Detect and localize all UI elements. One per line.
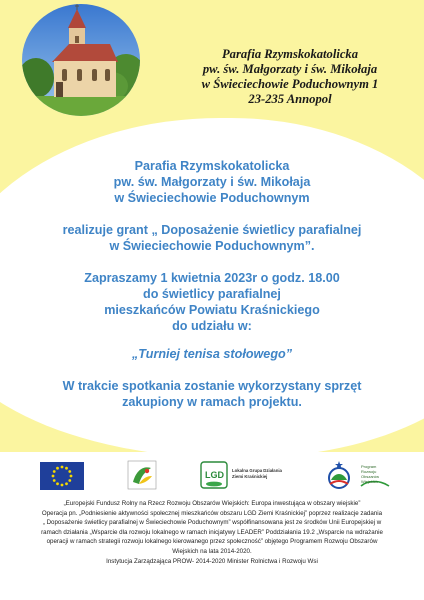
event-title-text: „Turniej tenisa stołowego” bbox=[131, 347, 292, 361]
footer-line: „Europejski Fundusz Rolny na Rzecz Rozwoju Obszarów Wiejskich: Europa inwestująca w obszary wiejskie” bbox=[63, 500, 361, 507]
organizer-line: pw. św. Małgorzaty i św. Mikołaja bbox=[113, 175, 311, 189]
lgd-ziemi-krasnickiej-logo bbox=[200, 458, 292, 492]
header-line: 23-235 Annopol bbox=[248, 92, 332, 106]
footer-line: ramach działania „Wsparcie dla rozwoju lokalnego w ramach inicjatywy LEADER” Poddziałania 19.2 „Wsparcie na wdrażanie bbox=[41, 528, 383, 536]
footer-line: Wiejskich na lata 2014-2020. bbox=[172, 547, 252, 555]
prow-text-line1: Program bbox=[361, 464, 377, 469]
footer-line: Operacja pn. „Podniesienie aktywności społecznej mieszkańców obszaru LGD Ziemi Kraśnickiej” poprzez realizacje zadania bbox=[41, 509, 383, 517]
prow-text-line4: Wiejskich bbox=[361, 479, 378, 484]
funding-footer bbox=[16, 499, 408, 566]
invite-line: Zapraszamy 1 kwietnia 2023r o godz. 18.00 bbox=[84, 271, 340, 285]
prow-logo-text bbox=[358, 460, 392, 494]
equipment-line: W trakcie spotkania zostanie wykorzystany sprzęt bbox=[62, 379, 362, 393]
eu-flag-logo bbox=[40, 462, 84, 490]
lgd-monogram-icon: LGD bbox=[205, 470, 224, 480]
organizer-line: Parafia Rzymskokatolicka bbox=[134, 159, 290, 173]
equipment-block bbox=[0, 378, 424, 410]
prow-text-line2: Rozwoju bbox=[361, 469, 377, 474]
footer-line: operacji w ramach strategii rozwoju lokalnego kierowanego przez społeczność” objętego Programem Rozwoju Obszarów bbox=[46, 538, 378, 546]
equipment-line: zakupiony w ramach projektu. bbox=[122, 395, 302, 409]
prow-text-line3: Obszarów bbox=[361, 474, 380, 479]
church-photo bbox=[22, 4, 140, 116]
header-line: Parafia Rzymskokatolicka bbox=[221, 47, 359, 61]
lgd-name-line1: Lokalna Grupa Działania bbox=[232, 468, 282, 473]
leader-logo bbox=[127, 460, 157, 490]
invite-line: mieszkańców Powiatu Kraśnickiego bbox=[104, 303, 320, 317]
sponsor-logos bbox=[0, 452, 424, 500]
organizer-block bbox=[0, 158, 424, 206]
header-line: w Świeciechowie Poduchownym 1 bbox=[201, 77, 379, 91]
organizer-line: w Świeciechowie Poduchownym bbox=[114, 191, 310, 205]
church-illustration bbox=[22, 4, 140, 116]
prow-logo-stars bbox=[322, 458, 356, 494]
footer-line: „ Doposażenie świetlicy parafialnej w Świeciechowie Poduchownym” współfinansowana jest ze środków Unii Europejskiej w bbox=[42, 519, 382, 527]
header-line: pw. św. Małgorzaty i św. Mikołaja bbox=[202, 62, 378, 76]
footer-line: Instytucja Zarządzająca PROW- 2014-2020 Minister Rolnictwa i Rozwoju Wsi bbox=[106, 557, 318, 565]
parish-address-header bbox=[160, 47, 420, 107]
event-title bbox=[0, 346, 424, 362]
grant-line: realizuje grant „ Doposażenie świetlicy parafialnej bbox=[62, 223, 362, 237]
invitation-block bbox=[0, 270, 424, 334]
invite-line: do świetlicy parafialnej bbox=[143, 287, 281, 301]
invite-line: do udziału w: bbox=[172, 319, 252, 333]
grant-line: w Świeciechowie Poduchownym”. bbox=[109, 239, 315, 253]
grant-block bbox=[0, 222, 424, 254]
lgd-name-line2: Ziemi Kraśnickiej bbox=[232, 474, 268, 479]
